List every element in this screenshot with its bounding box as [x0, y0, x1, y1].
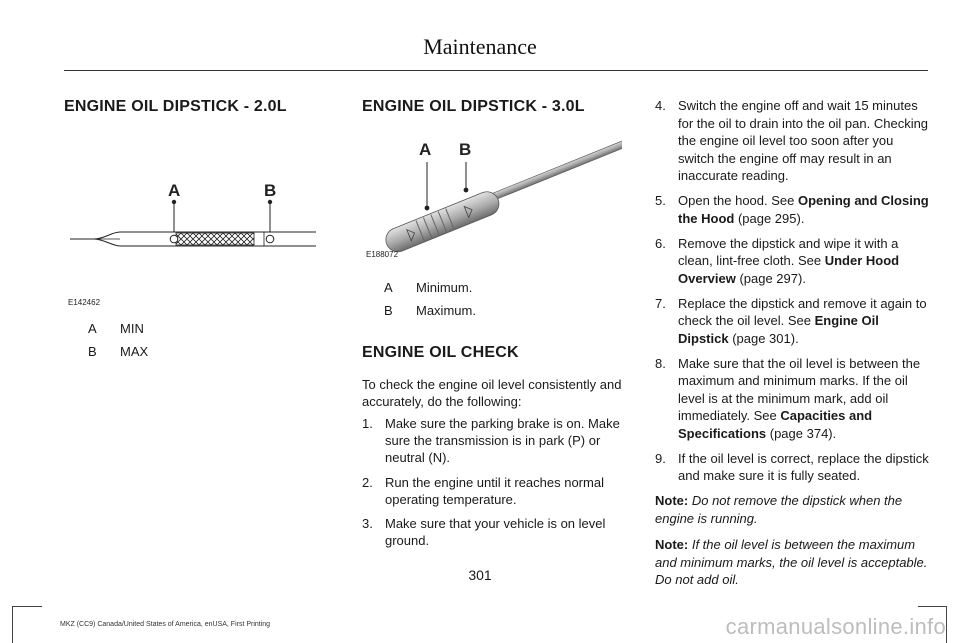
section-title-oil-check: ENGINE OIL CHECK [362, 344, 519, 361]
step-text: Run the engine until it reaches normal operating temperature. [385, 474, 604, 507]
step-text: Make sure the parking brake is on. Make sure the transmission is in park (P) or neutral (N). [385, 416, 620, 465]
legend-value: MAX [120, 344, 149, 359]
step-text: Make sure that your vehicle is on level ground. [385, 516, 606, 548]
step-number: 2. [362, 474, 373, 490]
list-item [362, 474, 634, 508]
step-text: Open the hood. See [678, 193, 798, 208]
cross-reference-link[interactable]: Opening and Closing the Hood [678, 193, 929, 226]
note [655, 492, 930, 527]
list-item [655, 450, 930, 485]
figure-id-3-0l: E188072 [366, 250, 399, 259]
legend-key: B [88, 344, 97, 359]
section-title-3-0l: ENGINE OIL DIPSTICK - 3.0L [362, 98, 585, 115]
oil-check-steps-part2 [655, 97, 930, 485]
legend-3-0l [384, 280, 476, 326]
page-reference: (page 301). [728, 330, 799, 346]
legend-value: Minimum. [416, 280, 473, 295]
callout-b-label: B [264, 181, 277, 200]
page-reference: (page 297). [735, 270, 806, 286]
list-item [655, 295, 930, 348]
page-number: 301 [468, 567, 492, 583]
step-text: Remove the dipstick and wipe it with a clean, lint-free cloth. See [678, 235, 899, 268]
step-number: 7. [655, 295, 666, 311]
step-text: Switch the engine off and wait 15 minutes for the oil to drain into the oil pan. Checking the engine oil level too soon after you switch the engine off may result in an inaccurate reading. [678, 98, 929, 183]
step-number: 6. [655, 235, 666, 251]
section-title-2-0l: ENGINE OIL DIPSTICK - 2.0L [64, 98, 287, 115]
list-item [362, 415, 634, 466]
list-item [362, 515, 634, 549]
cross-reference-link[interactable]: Under Hood Overview [678, 253, 900, 286]
page-reference: (page 374). [766, 425, 837, 441]
oil-check-steps-part1 [362, 415, 634, 557]
legend-row [384, 280, 476, 303]
callout-b-label: B [459, 140, 472, 159]
note-label: Note: [655, 493, 689, 508]
oil-check-column-3 [655, 97, 930, 598]
step-text: Make sure that the oil level is between the maximum and minimum marks. If the oil level is at the minimum mark, add oil immediately. See [678, 355, 921, 423]
step-number: 3. [362, 516, 373, 531]
step-text: If the oil level is correct, replace the dipstick and make sure it is fully seated. [678, 450, 929, 483]
page-header: Maintenance [423, 34, 537, 59]
figure-id-2-0l: E142462 [68, 298, 101, 307]
footer-text: MKZ (CC9) Canada/United States of America, enUSA, First Printing [60, 621, 271, 628]
callout-a-label: A [168, 181, 181, 200]
crop-mark [946, 606, 947, 643]
callout-a-label: A [419, 140, 432, 159]
legend-key: B [384, 303, 393, 318]
list-item [655, 192, 930, 227]
cross-reference-link[interactable]: Engine Oil Dipstick [678, 313, 879, 346]
legend-row [88, 344, 148, 367]
step-number: 5. [655, 193, 666, 208]
note-text: Do not remove the dipstick when the engine is running. [655, 493, 903, 526]
list-item [655, 355, 930, 443]
step-number: 4. [655, 98, 666, 113]
header-rule [64, 70, 928, 71]
dipstick-3-0l-illustration [362, 130, 622, 260]
watermark: carmanualsonline.info [725, 614, 946, 639]
oil-check-intro: To check the engine oil level consistently and accurately, do the following: [362, 377, 622, 409]
legend-row [88, 321, 148, 344]
legend-row [384, 303, 476, 326]
step-number: 8. [655, 355, 666, 371]
legend-key: A [88, 321, 97, 336]
crop-mark [918, 606, 946, 607]
crop-mark [12, 606, 13, 643]
crop-mark [12, 606, 42, 607]
cross-reference-link[interactable]: Capacities and Specifications [678, 408, 873, 441]
legend-value: Maximum. [416, 303, 476, 318]
dipstick-2-0l-illustration [64, 170, 324, 265]
note-text: If the oil level is between the maximum and minimum marks, the oil level is acceptable. Do not add oil. [655, 537, 928, 587]
list-item [655, 97, 930, 185]
list-item [655, 235, 930, 288]
page-reference: (page 295). [734, 210, 805, 226]
note-label: Note: [655, 537, 689, 552]
legend-value: MIN [120, 321, 144, 336]
legend-key: A [384, 280, 393, 295]
legend-2-0l [88, 321, 148, 367]
step-number: 9. [655, 450, 666, 466]
step-text: Replace the dipstick and remove it again to check the oil level. See [678, 295, 927, 328]
step-number: 1. [362, 416, 373, 431]
